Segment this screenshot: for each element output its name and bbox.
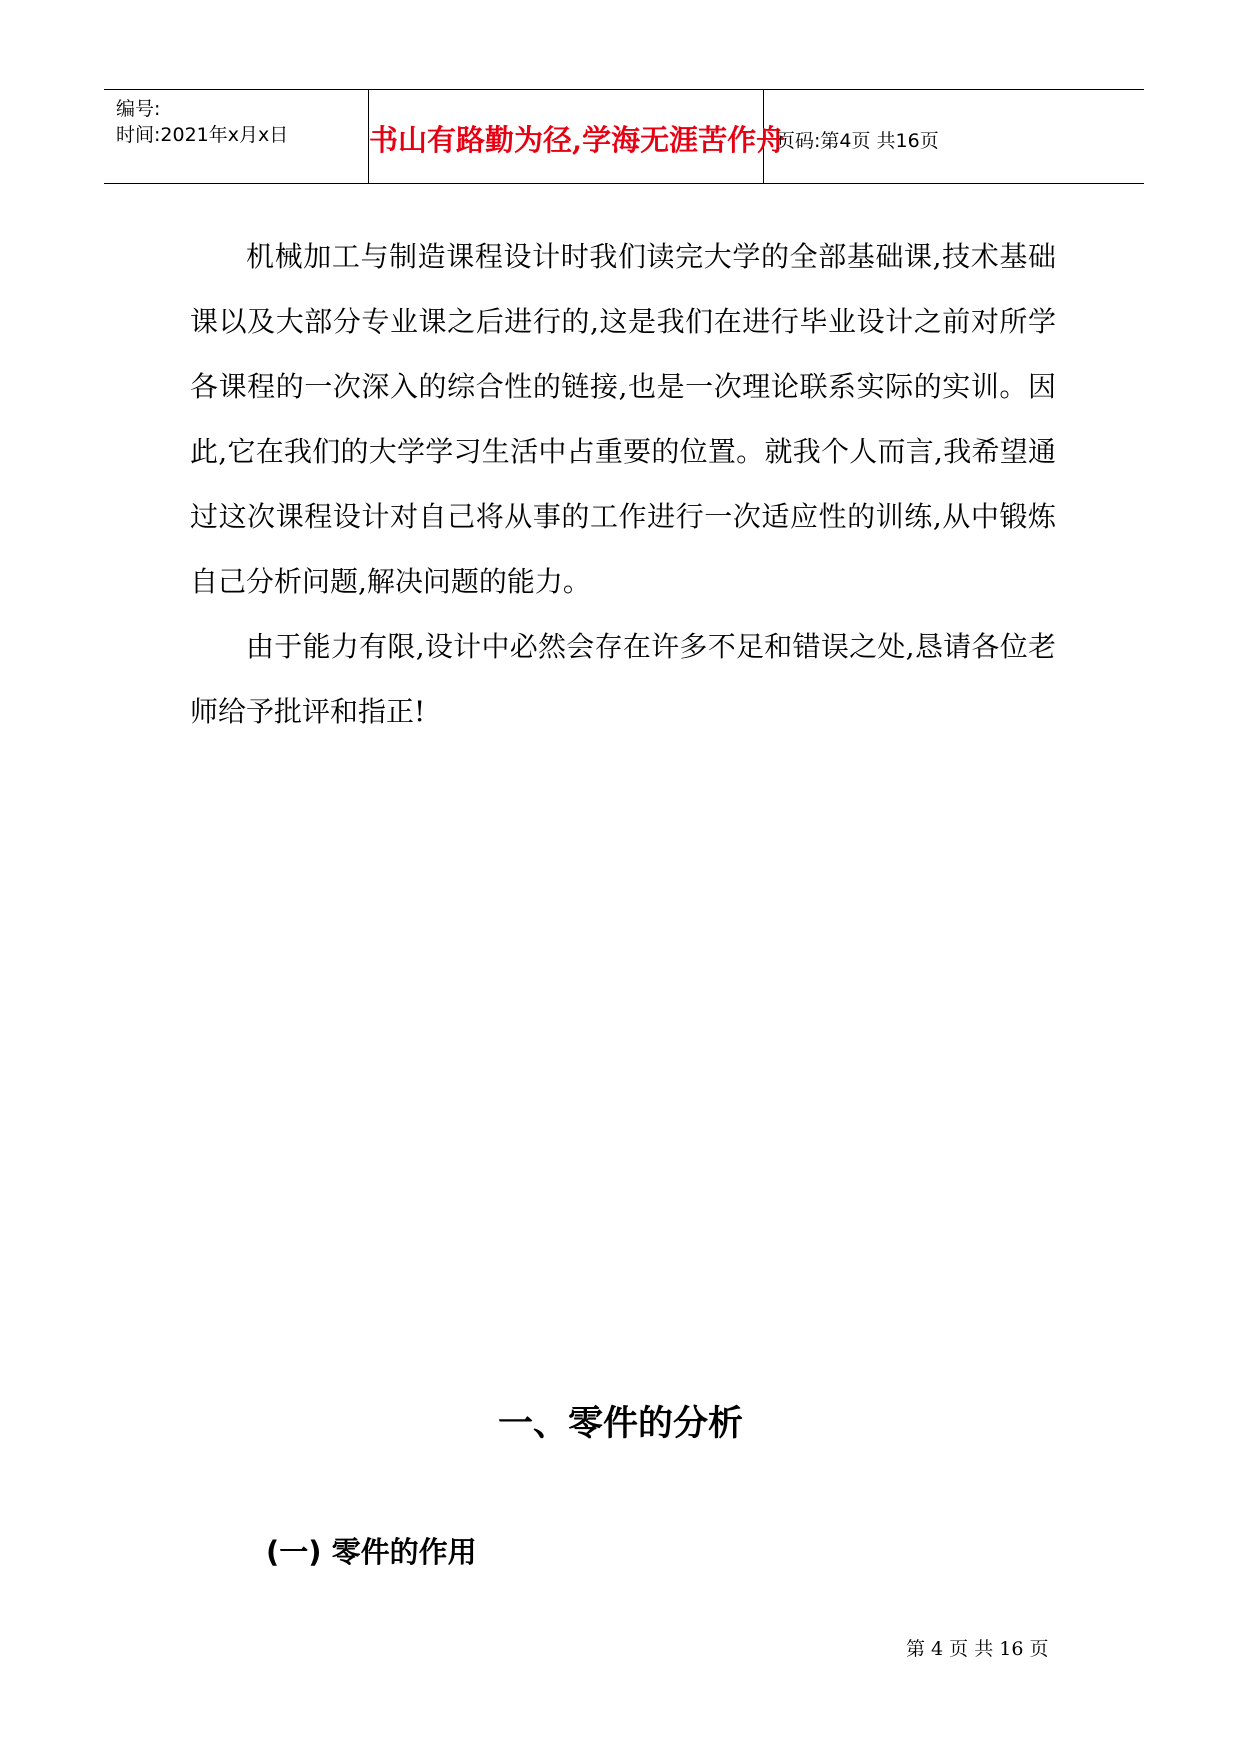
section-heading: 一、零件的分析 (497, 1404, 743, 1444)
header-motto: 书山有路勤为径,学海无涯苦作舟 (369, 123, 786, 157)
document-time-label: 时间:2021年x月x日 (116, 124, 289, 146)
document-number-label: 编号: (116, 98, 161, 120)
header-page-number: 页码:第4页 共16页 (776, 130, 939, 152)
header-meta-cell (104, 90, 369, 183)
header-page-cell (764, 90, 1144, 183)
subsection-heading: (一) 零件的作用 (266, 1535, 477, 1569)
body-text (190, 224, 1056, 744)
page-header (104, 89, 1144, 184)
paragraph-intro: 机械加工与制造课程设计时我们读完大学的全部基础课,技术基础课以及大部分专业课之后进行的,这是我们在进行毕业设计之前对所学各课程的一次深入的综合性的链接,也是一次理论联系实际的实训。因此,它在我们的大学学习生活中占重要的位置。就我个人而言,我希望通过这次课程设计对自己将从事的工作进行一次适应性的训练,从中锻炼自己分析问题,解决问题的能力。 (190, 240, 1056, 598)
page-footer: 第 4 页 共 16 页 (906, 1638, 1049, 1660)
paragraph-closing: 由于能力有限,设计中必然会存在许多不足和错误之处,恳请各位老师给予批评和指正! (190, 630, 1056, 728)
header-motto-cell (369, 90, 786, 183)
